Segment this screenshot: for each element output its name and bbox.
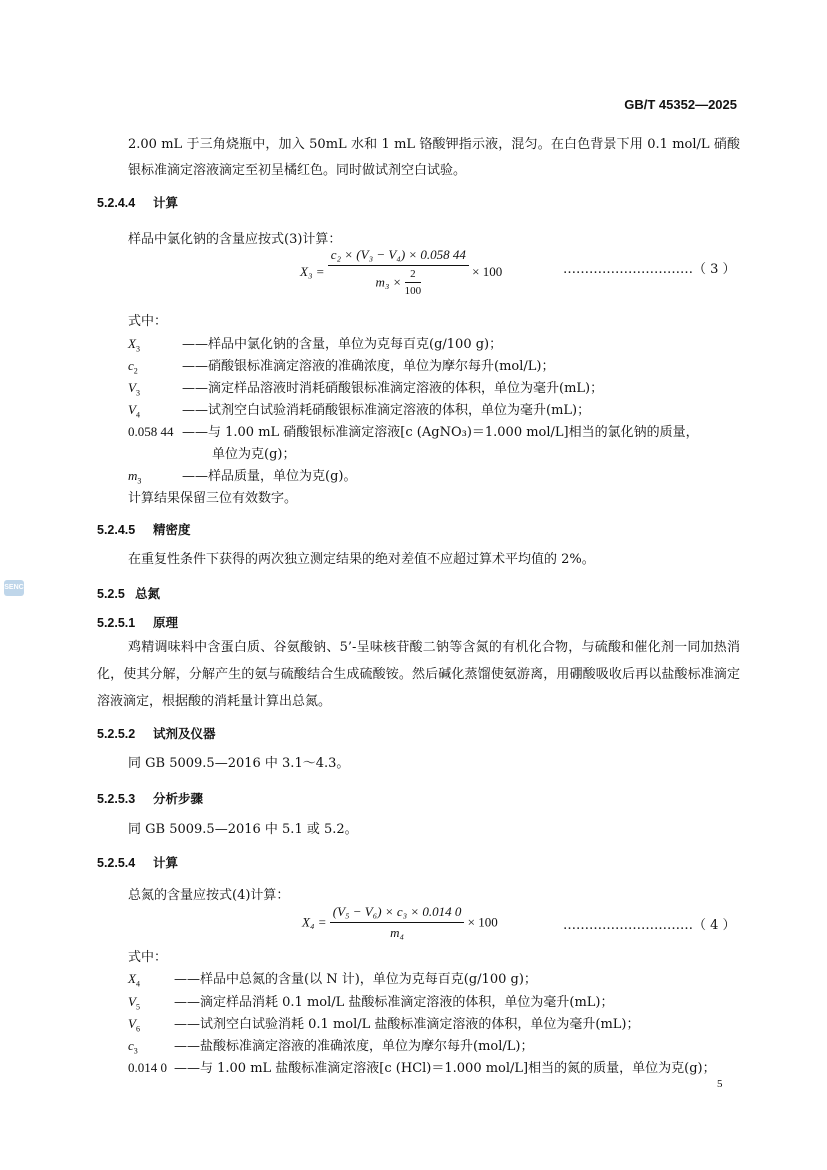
var-row — [128, 355, 554, 376]
var-symbol: $m_3$ — [128, 468, 142, 486]
const-row — [128, 1057, 716, 1076]
section-title: 精密度 — [153, 523, 191, 537]
page-number: 5 — [717, 1078, 723, 1090]
section-heading-5245 — [97, 520, 191, 538]
formula-numerator: (V₅ − V₆) × c₃ × 0.014 0 — [330, 904, 465, 923]
const-row — [128, 421, 699, 440]
var-row — [128, 1035, 533, 1056]
const-symbol: 0.058 44 — [128, 424, 174, 439]
formula-fraction — [330, 904, 465, 941]
var-row — [128, 465, 356, 486]
var-row — [128, 377, 603, 398]
var-symbol: $X_4$ — [128, 971, 140, 989]
section-heading-5244 — [97, 193, 178, 211]
section-number: 5.2.4.4 — [97, 196, 136, 210]
var-desc: ——样品质量，单位为克(g)。 — [182, 469, 357, 484]
var-desc: ——样品中氯化钠的含量，单位为克每百克(g/100 g)； — [182, 337, 503, 352]
section-number: 5.2.5.4 — [97, 856, 136, 870]
result-note: 计算结果保留三位有效数字。 — [128, 491, 298, 506]
section-title: 原理 — [153, 616, 179, 630]
var-symbol: $c_3$ — [128, 1038, 138, 1056]
section-number: 5.2.5.2 — [97, 727, 136, 741]
formula-lead: 样品中氯化钠的含量应按式(3)计算： — [128, 232, 342, 247]
var-desc: ——滴定样品消耗 0.1 mol/L 盐酸标准滴定溶液的体积，单位为毫升(mL)； — [174, 995, 614, 1010]
formula-fraction — [328, 247, 469, 297]
section-title: 分析步骤 — [153, 792, 204, 806]
var-desc: ——样品中总氮的含量(以 N 计)，单位为克每百克(g/100 g)； — [174, 972, 537, 987]
formula-lhs: X₄ = — [302, 914, 327, 930]
watermark-stamp: SENC — [4, 580, 24, 596]
formula-lhs: X₃ = — [300, 264, 325, 279]
section-title: 计算 — [153, 856, 179, 870]
formula-denominator — [328, 266, 469, 297]
section-heading-525 — [97, 584, 160, 602]
var-desc: ——硝酸银标准滴定溶液的准确浓度，单位为摩尔每升(mol/L)； — [182, 359, 555, 374]
section-title: 计算 — [153, 196, 179, 210]
section-number: 5.2.5 — [97, 587, 125, 601]
formula-lead: 总氮的含量应按式(4)计算： — [128, 888, 290, 903]
formula-4 — [302, 904, 498, 941]
formula-inner-fraction — [405, 268, 422, 297]
standard-number: GB/T 45352—2025 — [624, 97, 737, 112]
equation-label-4: …………………………（ 4 ） — [563, 918, 736, 933]
const-desc: ——与 1.00 mL 盐酸标准滴定溶液[c (HCl)＝1.000 mol/L]相当的氮的质量，单位为克(g)； — [174, 1061, 716, 1076]
var-symbol: $c_2$ — [128, 358, 138, 376]
var-row — [128, 333, 502, 354]
formula-denominator: m₄ — [390, 925, 405, 940]
formula-tail: × 100 — [467, 914, 498, 930]
var-symbol: $V_6$ — [128, 1016, 140, 1034]
var-symbol: $V_3$ — [128, 380, 140, 398]
var-row — [128, 991, 614, 1012]
section-number: 5.2.5.1 — [97, 616, 136, 630]
var-desc: ——试剂空白试验消耗硝酸银标准滴定溶液的体积，单位为毫升(mL)； — [182, 403, 591, 418]
section-number: 5.2.5.3 — [97, 792, 136, 806]
const-symbol: 0.014 0 — [128, 1060, 167, 1075]
equation-label-3: …………………………（ 3 ） — [563, 262, 736, 277]
var-row — [128, 399, 590, 420]
var-desc: ——试剂空白试验消耗 0.1 mol/L 盐酸标准滴定溶液的体积，单位为毫升(mL)； — [174, 1017, 640, 1032]
section-number: 5.2.4.5 — [97, 523, 136, 537]
var-desc: ——盐酸标准滴定溶液的准确浓度，单位为摩尔每升(mol/L)； — [174, 1039, 534, 1054]
reagents-text: 同 GB 5009.5—2016 中 3.1～4.3。 — [128, 756, 350, 771]
formula-inner-den: 100 — [404, 285, 422, 297]
where-label: 式中： — [128, 950, 168, 965]
var-symbol: $V_4$ — [128, 402, 140, 420]
formula-3 — [300, 247, 502, 297]
intro-paragraph: 2.00 mL 于三角烧瓶中，加入 50mL 水和 1 mL 铬酸钾指示液，混匀。在白色背景下用 0.1 mol/L 硝酸银标准滴定溶液滴定至初呈橘红色。同时做试剂空白试验。 — [128, 137, 740, 178]
var-desc: ——滴定样品溶液时消耗硝酸银标准滴定溶液的体积，单位为毫升(mL)； — [182, 381, 604, 396]
section-heading-5252 — [97, 724, 216, 742]
section-heading-5254 — [97, 853, 178, 871]
formula-numerator: c₂ × (V₃ − V₄) × 0.058 44 — [328, 247, 469, 266]
precision-text: 在重复性条件下获得的两次独立测定结果的绝对差值不应超过算术平均值的 2%。 — [128, 552, 595, 567]
section-title: 试剂及仪器 — [153, 727, 216, 741]
formula-tail: × 100 — [472, 264, 503, 279]
formula-inner-num: 2 — [405, 268, 422, 283]
var-symbol: $V_5$ — [128, 994, 140, 1012]
section-heading-5253 — [97, 789, 203, 807]
var-symbol: $X_3$ — [128, 336, 140, 354]
const-desc-continued: 单位为克(g)； — [212, 447, 296, 462]
formula-den-prefix: m₃ × — [375, 274, 402, 290]
where-label: 式中： — [128, 314, 168, 329]
const-desc: ——与 1.00 mL 硝酸银标准滴定溶液[c (AgNO₃)＝1.000 mol/L]相当的氯化钠的质量， — [182, 425, 699, 440]
procedure-text: 同 GB 5009.5—2016 中 5.1 或 5.2。 — [128, 822, 358, 837]
principle-text: 鸡精调味料中含蛋白质、谷氨酸钠、5’-呈味核苷酸二钠等含氮的有机化合物，与硫酸和催化剂一同加热消化，使其分解，分解产生的氨与硫酸结合生成硫酸铵。然后碱化蒸馏使氨游离，用硼酸吸收后再以盐酸标准滴定溶液滴定，根据酸的消耗量计算出总氮。 — [97, 640, 740, 709]
var-row — [128, 968, 537, 989]
section-heading-5251 — [97, 613, 178, 631]
var-row — [128, 1013, 640, 1034]
section-title: 总氮 — [135, 587, 161, 601]
